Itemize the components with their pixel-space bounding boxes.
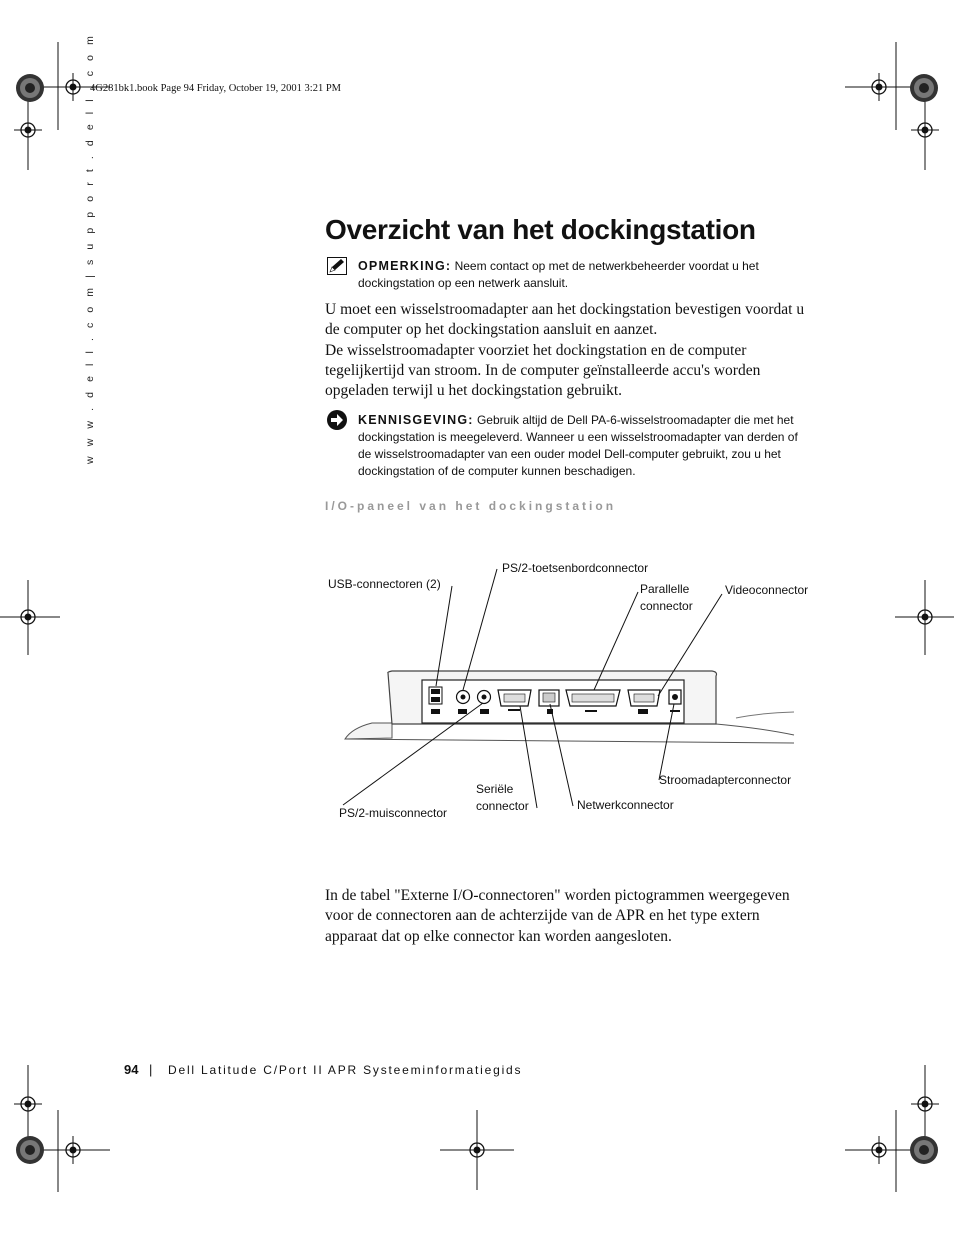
callout-parallel-line2: connector xyxy=(640,599,693,613)
callout-power: Stroomadapterconnector xyxy=(659,773,792,787)
note-text: Neem contact op met de netwerkbeheerder voordat u het dockingstation op een netwerk aansluit. xyxy=(358,259,759,290)
callout-serial-line1: Seriële xyxy=(476,782,514,796)
figure-title: I/O-paneel van het dockingstation xyxy=(325,499,617,513)
page-number: 94 xyxy=(124,1062,139,1077)
intro-line-1: U moet een wisselstroomadapter aan het dockingstation bevestigen voordat u de computer op het dockingstation aansluit en aanzet. xyxy=(325,301,805,339)
callout-ps2-keyboard: PS/2-toetsenbordconnector xyxy=(502,561,649,575)
callout-parallel-line1: Parallelle xyxy=(640,582,690,596)
sidebar-url: w w w . d e l l . c o m | s u p p o r t . d e l l . c o m xyxy=(84,32,96,464)
page-title: Overzicht van het dockingstation xyxy=(325,214,756,245)
notice-label: KENNISGEVING: xyxy=(358,413,474,427)
closing-paragraph: In de tabel "Externe I/O-connectoren" worden pictogrammen weergegeven voor de connectoren aan de achterzijde van de APR en het type extern apparaat dat op elke connector kan worden aangesloten. xyxy=(325,887,790,945)
book-title: Dell Latitude C/Port II APR Systeeminformatiegids xyxy=(168,1063,523,1077)
callout-serial-line2: connector xyxy=(476,799,529,813)
notice-text: Gebruik altijd de Dell PA-6-wisselstroomadapter die met het dockingstation is meegeleverd. Wanneer u een wisselstroomadapter van derden of de wisselstroomadapter van een ouder model Dell-computer gebruikt, zou u het dockingstation of de computer kunnen beschadigen. xyxy=(358,413,798,478)
footer-separator: | xyxy=(149,1062,153,1077)
callout-video: Videoconnector xyxy=(725,583,809,597)
callout-network: Netwerkconnector xyxy=(577,798,674,812)
note-label: OPMERKING: xyxy=(358,259,452,273)
callout-usb: USB-connectoren (2) xyxy=(328,577,441,591)
print-header-info: 4G281bk1.book Page 94 Friday, October 19, 2001 3:21 PM xyxy=(90,83,342,94)
callout-ps2-mouse: PS/2-muisconnector xyxy=(339,806,448,820)
intro-line-2: De wisselstroomadapter voorziet het dockingstation en de computer tegelijkertijd van stroom. In de computer geïnstalleerde accu's worden opgeladen terwijl u het dockingstation gebruikt. xyxy=(325,341,761,400)
